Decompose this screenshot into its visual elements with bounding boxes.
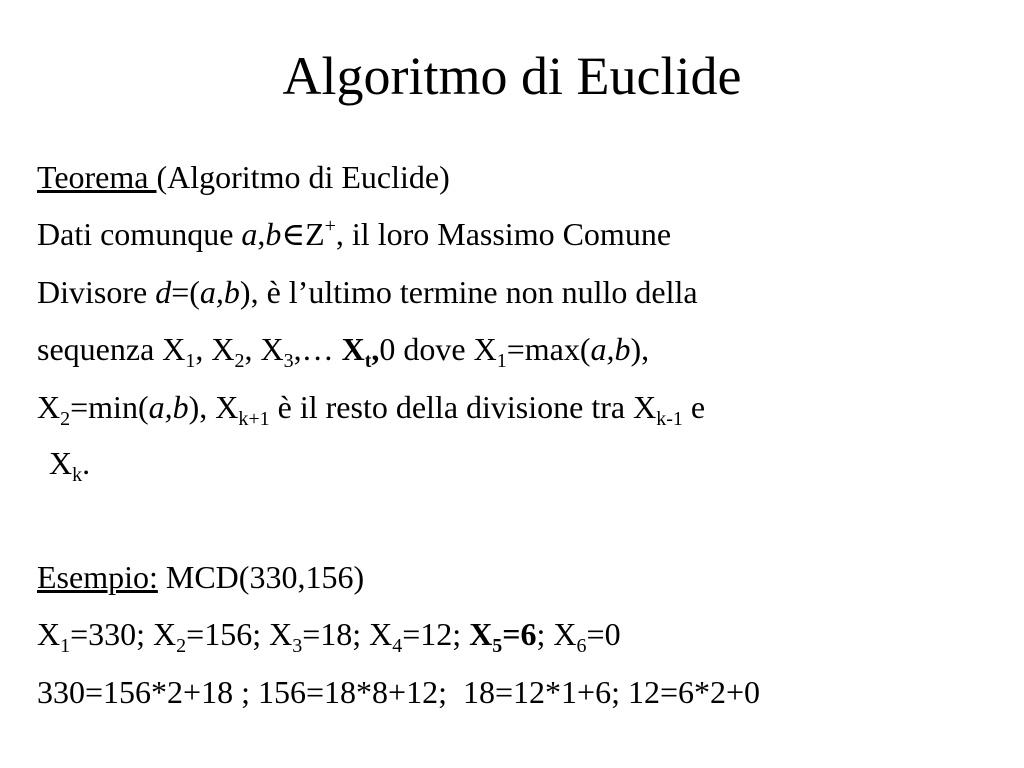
text: . <box>82 445 91 481</box>
theorem-line-3 <box>37 329 650 372</box>
subscript: 1 <box>496 350 507 372</box>
text: ,… <box>293 331 342 367</box>
theorem-line-2 <box>37 272 698 312</box>
subscript: 1 <box>185 350 196 372</box>
example-label: Esempio: <box>37 559 158 595</box>
text: è il resto della divisione tra X <box>269 389 657 425</box>
text: X <box>49 445 73 481</box>
text: , il loro Massimo Comune <box>335 216 672 252</box>
text: =min( <box>70 389 149 425</box>
subscript: k-1 <box>656 408 683 430</box>
bold-x: X <box>469 616 493 652</box>
example-line-1 <box>37 614 621 657</box>
var-ab: a,b <box>590 331 631 367</box>
example-line-2: 330=156*2+18 ; 156=18*8+12; 18=12*1+6; 12=6*2+0 <box>37 674 761 710</box>
subscript: 2 <box>176 635 187 657</box>
subscript: 6 <box>576 635 587 657</box>
text: , <box>257 216 266 252</box>
text: Dati comunque <box>37 216 242 252</box>
text: e <box>682 389 706 425</box>
subscript: 3 <box>283 350 294 372</box>
text: =330; X <box>70 616 177 652</box>
text: X <box>37 616 61 652</box>
example-heading <box>37 557 364 597</box>
bold-result: =6 <box>502 616 537 652</box>
text: ; X <box>536 616 577 652</box>
text: 0 dove X <box>379 331 497 367</box>
subscript: 2 <box>234 350 245 372</box>
element-of-symbol: ∈ <box>281 216 306 252</box>
text: =( <box>171 274 200 310</box>
subscript: k+1 <box>238 408 270 430</box>
theorem-line-1 <box>37 214 671 254</box>
text: =max( <box>506 331 591 367</box>
subscript: k <box>72 464 83 486</box>
var-d: d <box>155 274 172 310</box>
subscript: 2 <box>60 408 71 430</box>
text: =18; X <box>302 616 393 652</box>
example-text: MCD(330,156) <box>157 559 365 595</box>
theorem-heading <box>37 157 450 197</box>
theorem-line-4 <box>37 387 706 430</box>
text: =156; X <box>186 616 293 652</box>
text: =12; <box>402 616 470 652</box>
text: , X <box>244 331 284 367</box>
text: X <box>37 389 61 425</box>
subscript: 5 <box>492 635 503 657</box>
slide-title: Algoritmo di Euclide <box>282 46 742 106</box>
theorem-paren: (Algoritmo di Euclide) <box>156 159 450 195</box>
text: , <box>371 331 380 367</box>
text: ), <box>630 331 650 367</box>
text: Divisore <box>37 274 156 310</box>
theorem-line-5 <box>49 443 91 486</box>
subscript: 3 <box>292 635 303 657</box>
var-ab: a,b <box>148 389 189 425</box>
var-a: a <box>241 216 258 252</box>
text: , X <box>195 331 235 367</box>
subscript: 4 <box>392 635 403 657</box>
subscript: 1 <box>60 635 71 657</box>
bold-x: X <box>341 331 365 367</box>
subscript: t <box>364 350 372 372</box>
theorem-label: Teorema <box>37 159 157 195</box>
text: sequenza X <box>37 331 186 367</box>
integers-symbol: Z <box>305 216 325 252</box>
var-b: b <box>265 216 282 252</box>
text: =0 <box>586 616 621 652</box>
var-ab: a,b <box>199 274 240 310</box>
superscript: + <box>324 215 336 237</box>
text: ), X <box>188 389 239 425</box>
text: ), è l’ultimo termine non nullo della <box>239 274 698 310</box>
